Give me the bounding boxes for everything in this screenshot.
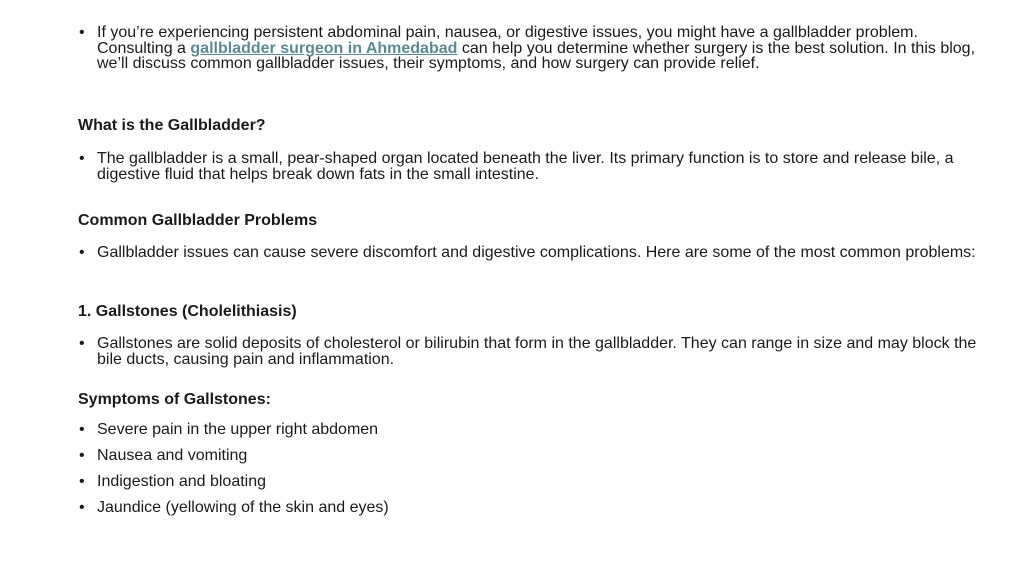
gallstones-description: • Gallstones are solid deposits of cholesterol or bilirubin that form in the gallbladder. They can range in size and may block the bile ducts, causing pain and inflammation.	[78, 336, 977, 367]
section-heading-gallstones: 1. Gallstones (Cholelithiasis)	[78, 303, 297, 320]
symptom-list-item: • Jaundice (yellowing of the skin and eyes)	[78, 500, 389, 516]
symptom-list-item: • Nausea and vomiting	[78, 448, 247, 464]
symptom-list-item: • Severe pain in the upper right abdomen	[78, 422, 378, 438]
section-heading-gallbladder: What is the Gallbladder?	[78, 117, 266, 134]
gallbladder-description: • The gallbladder is a small, pear-shaped organ located beneath the liver. Its primary function is to store and release bile, a digestive fluid that helps break down fats in the small intestine.	[78, 151, 977, 182]
intro-paragraph	[78, 25, 977, 72]
intro-text-after: can help you determine whether surgery is the best solution. In this blog, we’ll discuss common gallbladder issues, their symptoms, and how surgery can provide relief.	[97, 39, 976, 72]
problems-description: • Gallbladder issues can cause severe discomfort and digestive complications. Here are some of the most common problems:	[78, 245, 977, 261]
symptom-list-item: • Indigestion and bloating	[78, 474, 266, 490]
surgeon-link[interactable]: gallbladder surgeon in Ahmedabad	[190, 39, 458, 57]
intro-text-before: If you’re experiencing persistent abdominal pain, nausea, or digestive issues, you might have a gallbladder problem. Consulting a	[97, 24, 918, 57]
section-heading-symptoms: Symptoms of Gallstones:	[78, 391, 271, 408]
section-heading-problems: Common Gallbladder Problems	[78, 212, 318, 229]
